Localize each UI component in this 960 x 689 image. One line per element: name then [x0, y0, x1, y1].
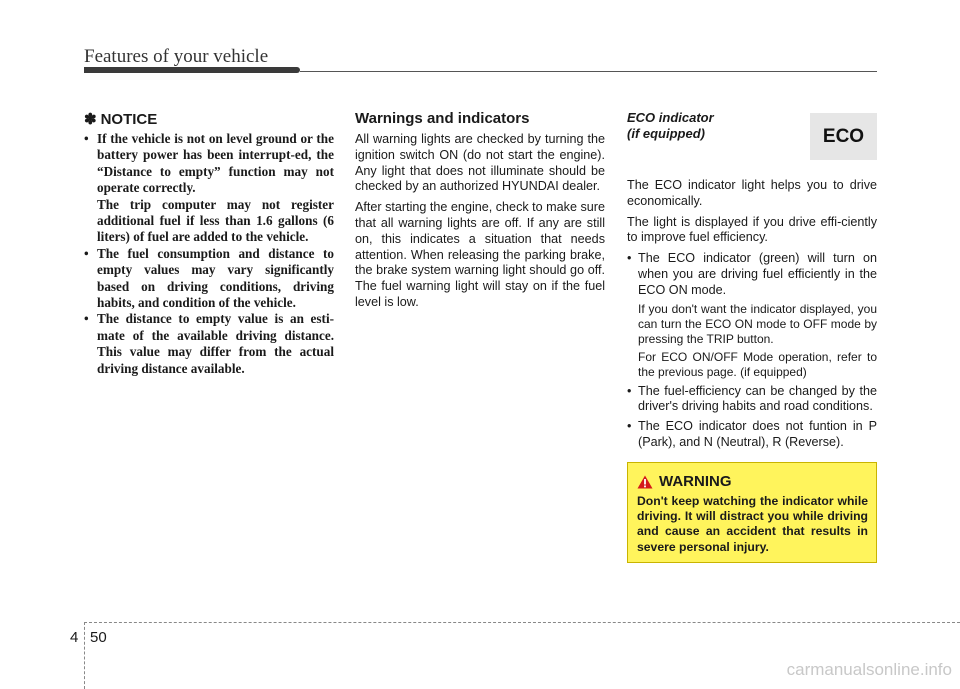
eco-list	[627, 251, 877, 451]
paragraph: After starting the engine, check to make sure that all warning lights are off. If any are still on, this indicates a situation that needs attention. When releasing the parking brake, the brake system warning light should go off. The fuel warning light will stay on if the fuel level is low.	[355, 200, 605, 309]
eco-title-line1: ECO indicator	[627, 110, 714, 125]
watermark: carmanualsonline.info	[786, 660, 952, 679]
eco-item-sub: For ECO ON/OFF Mode operation, refer to the previous page. (if equipped)	[638, 349, 877, 379]
notice-title-text: NOTICE	[100, 110, 158, 128]
bullet-icon: •	[84, 131, 89, 146]
notice-item-text: The distance to empty value is an esti-mate of the available driving distance. This value may differ from the actual driving distance available.	[97, 311, 334, 376]
header-bar	[84, 67, 300, 73]
eco-section-body	[627, 178, 877, 455]
warning-text: Don't keep watching the indicator while driving. It will distract you while driving and cause an accident that results in severe personal injury.	[637, 494, 868, 554]
notice-item-text: If the vehicle is not on level ground or the battery power has been interrupt-ed, the “Distance to empty” function may not operate correctly.	[97, 131, 334, 196]
warning-header	[637, 473, 868, 490]
bullet-icon: •	[627, 251, 632, 266]
warning-triangle-icon	[637, 475, 653, 489]
notice-title	[84, 110, 334, 128]
list-item	[84, 246, 334, 312]
paragraph: The light is displayed if you drive effi-ciently to improve fuel efficiency.	[627, 214, 877, 245]
bullet-icon: •	[627, 383, 632, 398]
list-item	[627, 384, 877, 416]
footer-divider	[84, 622, 85, 689]
header-rule	[300, 71, 877, 72]
section-title: Warnings and indicators	[355, 110, 530, 127]
list-item	[627, 419, 877, 451]
list-item	[84, 311, 334, 377]
asterisk-icon: ✽	[84, 111, 97, 128]
header-title: Features of your vehicle	[84, 46, 269, 67]
warning-box	[627, 462, 877, 563]
notice-list	[84, 131, 334, 377]
bullet-icon: •	[627, 419, 632, 434]
page-number: 50	[90, 629, 107, 646]
eco-item-text: The ECO indicator does not funtion in P (Park), and N (Neutral), R (Reverse).	[638, 419, 877, 449]
eco-title-line2: (if equipped)	[627, 126, 705, 141]
notice-item-extra: The trip computer may not register additional fuel if less than 1.6 gallons (6 liters) of fuel are added to the vehicle.	[97, 196, 334, 245]
paragraph: The ECO indicator light helps you to drive economically.	[627, 178, 877, 208]
footer-rule	[84, 622, 960, 623]
eco-item-text: The ECO indicator (green) will turn on when you are driving fuel efficiently in the ECO ON mode.	[638, 251, 877, 297]
warnings-section	[355, 110, 605, 316]
warning-title: WARNING	[659, 473, 732, 490]
list-item	[84, 131, 334, 246]
eco-item-sub: If you don't want the indicator displayed, you can turn the ECO ON mode to OFF mode by pressing the TRIP button.	[638, 301, 877, 346]
chapter-number: 4	[70, 629, 79, 646]
eco-indicator-icon: ECO	[810, 113, 877, 160]
notice-section	[84, 110, 334, 377]
bullet-icon: •	[84, 311, 89, 327]
eco-item-text: The fuel-efficiency can be changed by the driver's driving habits and road conditions.	[638, 383, 877, 414]
notice-item-text: The fuel consumption and distance to empty values may vary significantly based on driving conditions, driving habits, and condition of the vehicle.	[97, 245, 334, 311]
bullet-icon: •	[84, 245, 89, 261]
paragraph: All warning lights are checked by turning the ignition switch ON (do not start the engine). Any light that does not illuminate should be checked by an authorized HYUNDAI dealer.	[355, 132, 605, 194]
list-item	[627, 251, 877, 379]
